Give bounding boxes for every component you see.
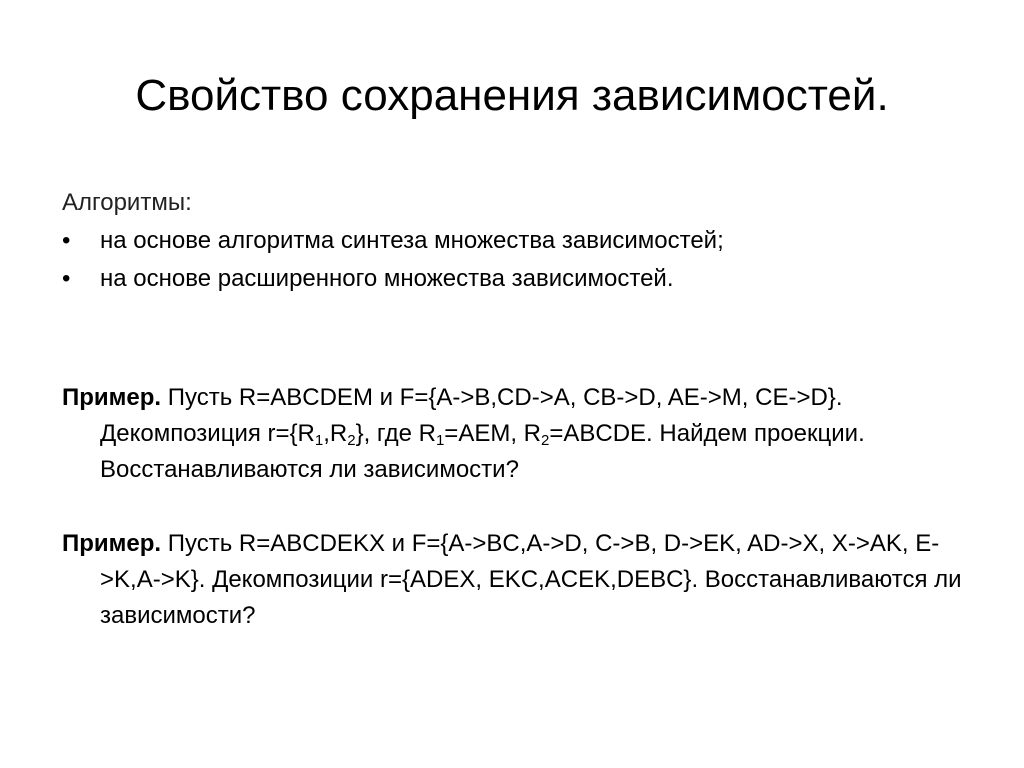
example-label: Пример. bbox=[62, 530, 162, 557]
list-item-text: на основе расширенного множества зависимостей. bbox=[100, 265, 674, 292]
example-text: ,R bbox=[323, 420, 348, 447]
example-paragraph-2 bbox=[62, 526, 962, 634]
example-text: =AEM, R bbox=[444, 420, 541, 447]
list-item bbox=[62, 222, 962, 260]
subscript: 1 bbox=[435, 432, 445, 449]
subscript: 2 bbox=[347, 432, 356, 449]
example-paragraph-1 bbox=[62, 380, 962, 488]
example-text: Пусть R=ABCDEKX и F={A->BC,A->D, C->B, D->EK, AD->X, X->AK, E->K,A->K}. Декомпозиции r={ADEX, EKC,ACEK,DEBC}. Восстанавливаются ли зависимости? bbox=[100, 530, 962, 629]
bullet-icon: • bbox=[62, 265, 71, 292]
subscript: 2 bbox=[541, 432, 550, 449]
example-text: =ABCDE. Найдем проекции. Восстанавливаются ли зависимости? bbox=[100, 420, 865, 483]
slide-content bbox=[62, 184, 962, 634]
bullet-icon: • bbox=[62, 227, 71, 254]
example-text: }, где R bbox=[355, 420, 436, 447]
example-label: Пример. bbox=[62, 384, 162, 411]
algorithms-heading: Алгоритмы: bbox=[62, 189, 192, 216]
list-item-text: на основе алгоритма синтеза множества зависимостей; bbox=[100, 227, 724, 254]
example-text: Пусть R=ABCDEM и F={A->B,CD->A, CB->D, AE->M, CE->D}. Декомпозиция r={R bbox=[100, 384, 843, 447]
algorithms-list bbox=[62, 222, 962, 298]
list-item bbox=[62, 260, 962, 298]
subscript: 1 bbox=[314, 432, 324, 449]
slide-title: Свойство сохранения зависимостей. bbox=[135, 71, 889, 120]
